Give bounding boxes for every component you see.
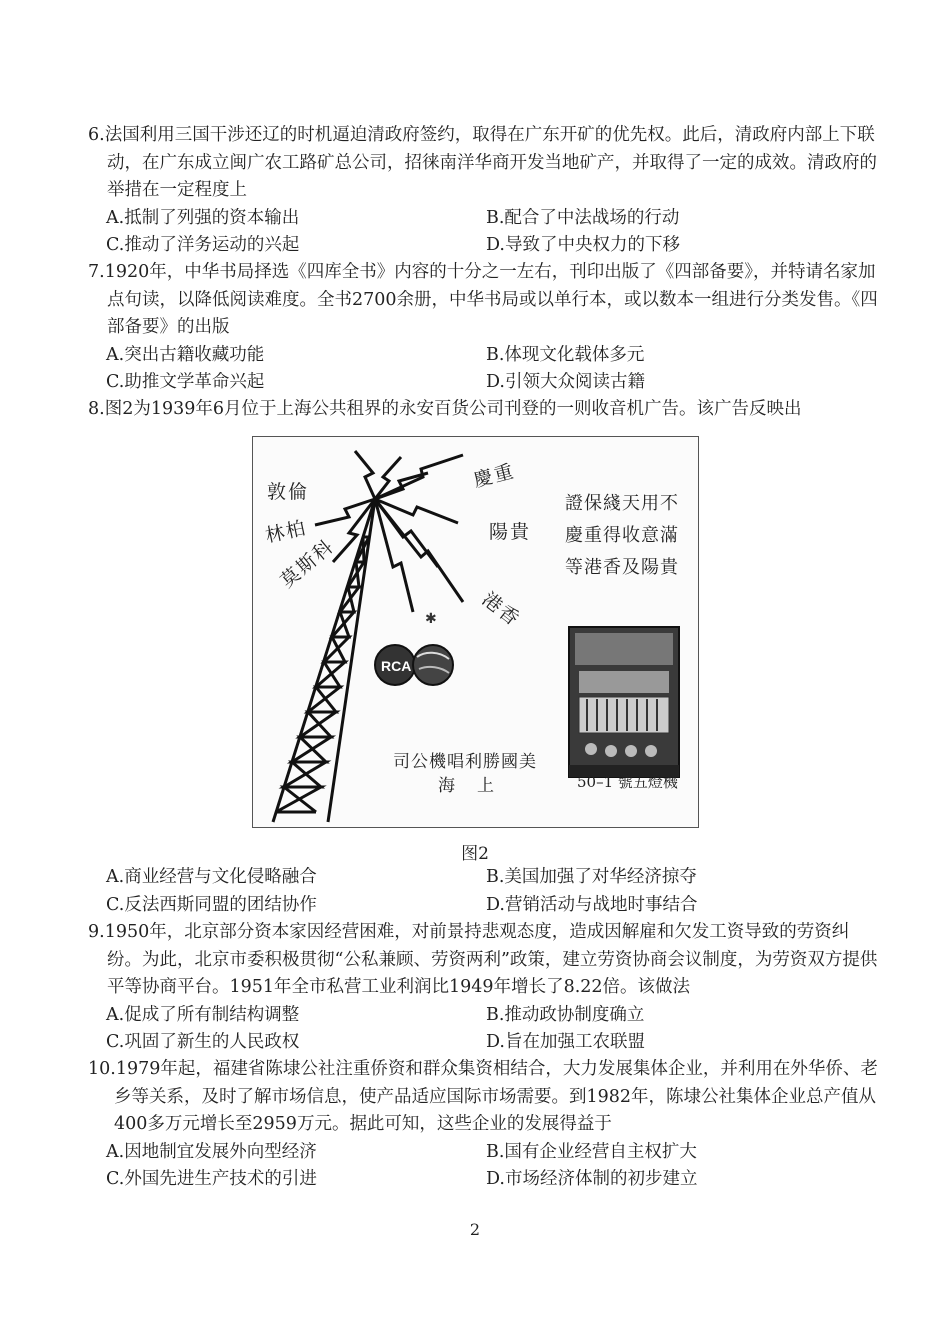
question-6 [88, 122, 878, 260]
option-d: D.旨在加强工农联盟 [486, 1032, 645, 1052]
question-stem: 10.1979年起，福建省陈埭公社注重侨资和群众集资相结合，大力发展集体企业，并利用在外华侨、老乡等关系，及时了解市场信息，使产品适应国际市场需要。到1982年，陈埭公社集体企业总产值从400多万元增长至2959万元。据此可知，这些企业的发展得益于 [88, 1059, 878, 1134]
option-a: A.因地制宜发展外向型经济 [106, 1141, 317, 1162]
company-name: 司公機唱利勝國美 [393, 752, 537, 772]
option-b: B.配合了中法战场的行动 [486, 207, 680, 228]
page-number: 2 [469, 1220, 481, 1239]
ad-slogan-line: 慶重得收意滿 [565, 525, 679, 546]
option-a: A.促成了所有制结构调整 [106, 1004, 300, 1025]
option-c: C.外国先进生产技术的引进 [106, 1169, 317, 1189]
option-a: A.抵制了列强的资本输出 [106, 207, 300, 228]
question-8-options [88, 864, 878, 919]
rca-logo-text: RCA [381, 658, 412, 674]
city-label-moscow: 莫斯科 [276, 534, 339, 593]
question-9 [88, 919, 878, 1057]
lightning-bolt [375, 499, 458, 523]
lightning-bolt [375, 499, 413, 612]
figure-caption: 图2 [461, 844, 489, 864]
lightning-bolt [355, 451, 375, 499]
option-c: C.反法西斯同盟的团结协作 [106, 894, 317, 915]
option-c: C.巩固了新生的人民政权 [106, 1032, 300, 1052]
option-grid [88, 864, 878, 919]
option-grid [88, 1139, 878, 1194]
question-stem: 7.1920年，中华书局择选《四库全书》内容的十分之一左右，刊印出版了《四部备要》，并特请名家加点句读，以降低阅读难度。全书2700余册，中华书局或以单行本，或以数本一组进行分类发售。《四部备要》的出版 [88, 262, 878, 337]
option-b: B.美国加强了对华经济掠夺 [486, 867, 697, 887]
option-grid [88, 342, 878, 397]
option-c: C.推动了洋务运动的兴起 [106, 235, 300, 255]
option-d: D.引领大众阅读古籍 [486, 372, 645, 392]
option-d: D.导致了中央权力的下移 [486, 235, 680, 255]
question-7 [88, 259, 878, 397]
option-b: B.推动政协制度确立 [486, 1004, 645, 1025]
option-a: A.突出古籍收藏功能 [106, 344, 265, 365]
option-grid [88, 205, 878, 260]
company-city: 海上 [438, 776, 516, 796]
option-c: C.助推文学革命兴起 [106, 372, 265, 392]
radio-set-icon [569, 627, 679, 777]
city-label-berlin: 林柏 [263, 516, 310, 548]
option-b: B.体现文化载体多元 [486, 344, 645, 365]
radio-model-label: 50–1 號五燈機 [577, 773, 678, 791]
question-10 [88, 1056, 878, 1194]
ad-slogan-line: 等港香及陽貴 [565, 557, 679, 578]
question-stem: 9.1950年，北京部分资本家因经营困难，对前景持悲观态度，造成因解雇和欠发工资导致的劳资纠纷。为此，北京市委积极贯彻“公私兼顾、劳资两利”政策，建立劳资协商会议制度，为劳资双方提供平等协商平台。1951年全市私营工业利润比1949年增长了8.22倍。该做法 [88, 922, 878, 997]
city-label-hongkong: 港香 [477, 588, 525, 632]
option-grid [88, 1002, 878, 1057]
rca-logo [375, 645, 453, 685]
city-label-guiyang: 陽貴 [489, 521, 532, 543]
question-8 [88, 396, 878, 424]
option-d: D.营销活动与战地时事结合 [486, 894, 698, 915]
radio-advertisement-figure [252, 436, 699, 828]
option-d: D.市场经济体制的初步建立 [486, 1169, 698, 1189]
option-a: A.商业经营与文化侵略融合 [106, 867, 317, 887]
question-stem: 8.图2为1939年6月位于上海公共租界的永安百货公司刊登的一则收音机广告。该广告反映出 [88, 399, 802, 419]
svg-text:✱: ✱ [425, 611, 437, 627]
option-b: B.国有企业经营自主权扩大 [486, 1141, 697, 1162]
city-label-chongqing: 慶重 [471, 460, 518, 492]
question-stem: 6.法国利用三国干涉还辽的时机逼迫清政府签约，取得在广东开矿的优先权。此后，清政府内部上下联动，在广东成立闽广农工路矿总公司，招徕南洋华商开发当地矿产，并取得了一定的成效。清政府的举措在一定程度上 [88, 125, 877, 200]
city-label-london: 敦倫 [267, 481, 310, 503]
ad-slogan-line: 證保綫天用不 [565, 493, 679, 514]
